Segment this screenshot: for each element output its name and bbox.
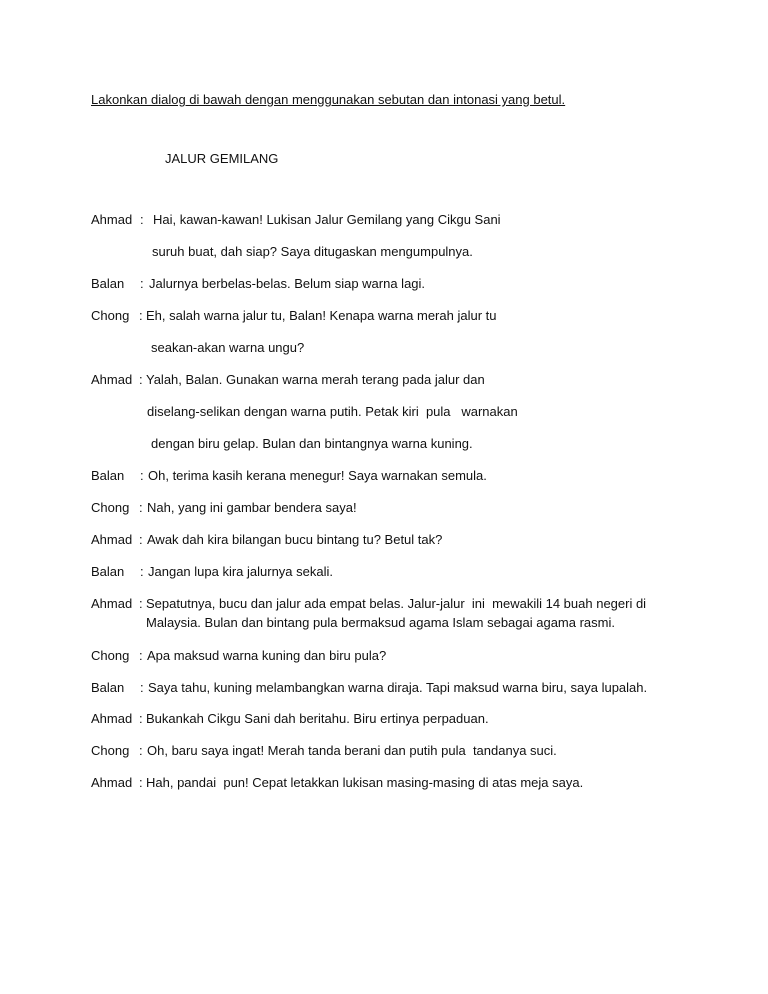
speaker-colon: :: [139, 648, 143, 663]
dialog-text: Malaysia. Bulan dan bintang pula bermaksud agama Islam sebagai agama rasmi.: [146, 615, 615, 630]
speaker-name: Balan: [91, 468, 125, 483]
dialog-text: diselang-selikan dengan warna putih. Petak kiri pula warnakan: [147, 404, 518, 419]
dialog-text: seakan-akan warna ungu?: [151, 340, 305, 355]
speaker-colon: :: [139, 500, 143, 515]
speaker-colon: :: [140, 564, 144, 579]
speaker-colon: :: [139, 743, 143, 758]
speaker-name: Balan: [91, 680, 125, 695]
dialog-text: Jalurnya berbelas-belas. Belum siap warna lagi.: [149, 276, 426, 291]
speaker-colon: :: [139, 532, 143, 547]
dialog-text: Awak dah kira bilangan bucu bintang tu? Betul tak?: [147, 532, 443, 547]
speaker-colon: :: [140, 468, 144, 483]
speaker-name: Ahmad: [91, 372, 133, 387]
speaker-name: Balan: [91, 276, 125, 291]
speaker-name: Balan: [91, 564, 125, 579]
dialog-text: suruh buat, dah siap? Saya ditugaskan mengumpulnya.: [152, 244, 473, 259]
dialog-text: Eh, salah warna jalur tu, Balan! Kenapa warna merah jalur tu: [146, 308, 497, 323]
speaker-name: Chong: [91, 500, 130, 515]
speaker-name: Ahmad: [91, 212, 133, 227]
dialog-text: Apa maksud warna kuning dan biru pula?: [147, 648, 387, 663]
dialog-text: Hai, kawan-kawan! Lukisan Jalur Gemilang yang Cikgu Sani: [153, 212, 501, 227]
dialog-text: Oh, baru saya ingat! Merah tanda berani dan putih pula tandanya suci.: [147, 743, 557, 758]
dialog-title: JALUR GEMILANG: [165, 151, 279, 166]
dialog-text: Saya tahu, kuning melambangkan warna diraja. Tapi maksud warna biru, saya lupalah.: [148, 680, 648, 695]
speaker-colon: :: [140, 276, 144, 291]
dialog-text: Bukankah Cikgu Sani dah beritahu. Biru ertinya perpaduan.: [146, 711, 489, 726]
speaker-name: Ahmad: [91, 596, 133, 611]
speaker-colon: :: [139, 308, 143, 323]
dialog-text: Jangan lupa kira jalurnya sekali.: [148, 564, 333, 579]
speaker-colon: :: [140, 212, 144, 227]
dialog-text: Oh, terima kasih kerana menegur! Saya warnakan semula.: [148, 468, 487, 483]
dialog-text: dengan biru gelap. Bulan dan bintangnya warna kuning.: [151, 436, 473, 451]
dialog-text: Yalah, Balan. Gunakan warna merah terang pada jalur dan: [146, 372, 485, 387]
speaker-name: Ahmad: [91, 775, 133, 790]
speaker-colon: :: [139, 775, 143, 790]
speaker-colon: :: [139, 372, 143, 387]
instruction-heading: Lakonkan dialog di bawah dengan menggunakan sebutan dan intonasi yang betul.: [91, 92, 566, 107]
speaker-name: Ahmad: [91, 532, 133, 547]
speaker-colon: :: [139, 711, 143, 726]
dialog-text: Nah, yang ini gambar bendera saya!: [147, 500, 357, 515]
speaker-name: Chong: [91, 648, 130, 663]
dialog-text: Hah, pandai pun! Cepat letakkan lukisan masing-masing di atas meja saya.: [146, 775, 584, 790]
speaker-colon: :: [139, 596, 143, 611]
speaker-name: Ahmad: [91, 711, 133, 726]
speaker-name: Chong: [91, 308, 130, 323]
speaker-colon: :: [140, 680, 144, 695]
dialog-text: Sepatutnya, bucu dan jalur ada empat belas. Jalur-jalur ini mewakili 14 buah negeri di: [146, 596, 647, 611]
speaker-name: Chong: [91, 743, 130, 758]
